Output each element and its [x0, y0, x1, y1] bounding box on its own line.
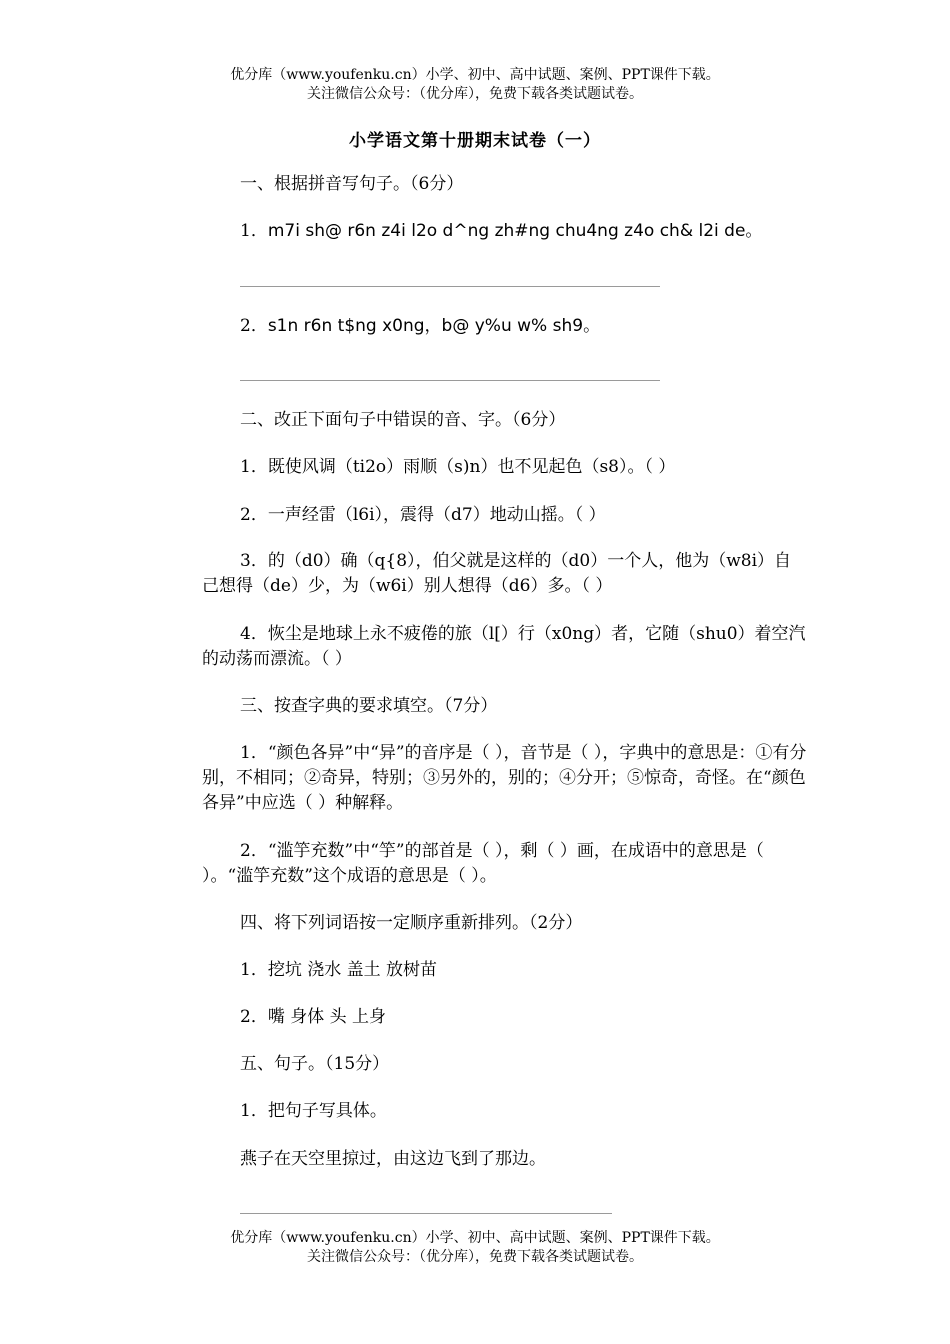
s2-question-4: 4．恢尘是地球上永不疲倦的旅（l[）行（x0ng）者，它随（shu0）着空汽的动荡而漂流。（ ） — [202, 624, 806, 669]
s2-question-2: 2．一声经雷（l6i），震得（d7）地动山摇。（ ） — [240, 505, 606, 525]
s5-sentence: 燕子在天空里掠过，由这边飞到了那边。 — [240, 1149, 546, 1169]
answer-line-1[interactable] — [240, 286, 660, 287]
s2-question-1: 1．既使风调（ti2o）雨顺（s)n）也不见起色（s8）。（ ） — [240, 457, 676, 477]
page-header — [0, 66, 950, 104]
footer-line-1: 优分库（www.youfenku.cn）小学、初中、高中试题、案例、PPT课件下载。 — [230, 1230, 720, 1246]
page-footer — [0, 1229, 950, 1267]
answer-line-2[interactable] — [240, 380, 660, 381]
header-line-2: 关注微信公众号：（优分库），免费下载各类试题试卷。 — [307, 86, 643, 102]
s4-question-2: 2．嘴 身体 头 上身 — [240, 1007, 387, 1027]
s1-question-2 — [202, 314, 808, 339]
s1-question-1 — [202, 219, 808, 244]
section-4-heading: 四、将下列词语按一定顺序重新排列。（2分） — [240, 913, 583, 933]
s1-q2-number: 2． — [240, 316, 268, 336]
s1-q2-end: 。 — [583, 316, 601, 336]
page-title: 小学语文第十册期末试卷（一） — [349, 131, 601, 151]
s4-question-1: 1．挖坑 浇水 盖土 放树苗 — [240, 960, 438, 980]
header-line-1: 优分库（www.youfenku.cn）小学、初中、高中试题、案例、PPT课件下载。 — [230, 67, 720, 83]
s3-question-1: 1．“颜色各异”中“异”的音序是（ ），音节是（ ），字典中的意思是：①有分别，不相同；②奇异，特别；③另外的，别的；④分开；⑤惊奇，奇怪。在“颜色各异”中应选（ ）种解释。 — [202, 743, 807, 813]
section-2-heading: 二、改正下面句子中错误的音、字。（6分） — [240, 410, 566, 430]
section-3-heading: 三、按查字典的要求填空。（7分） — [240, 696, 498, 716]
section-5-heading: 五、句子。（15分） — [240, 1054, 390, 1074]
s2-question-3: 3．的（d0）确（q{8），伯父就是这样的（d0）一个人，他为（w8i）自己想得（de）少，为（w6i）别人想得（d6）多。（ ） — [202, 551, 792, 596]
s1-q1-number: 1． — [240, 221, 268, 241]
s5-question-1: 1．把句子写具体。 — [240, 1101, 387, 1121]
s1-q1-end: 。 — [745, 221, 763, 241]
section-1-heading: 一、根据拼音写句子。（6分） — [240, 174, 464, 194]
s1-q1-pinyin: m7i sh@ r6n z4i l2o d^ng zh#ng chu4ng z4o ch& l2i de — [267, 221, 746, 241]
s1-q2-pinyin: s1n r6n t$ng x0ng，b@ y%u w% sh9 — [267, 316, 584, 336]
s3-question-2: 2．“滥竽充数”中“竽”的部首是（ ），剩（ ）画，在成语中的意思是（ ）。“滥竽充数”这个成语的意思是（ ）。 — [202, 841, 764, 886]
footer-line-2: 关注微信公众号：（优分库），免费下载各类试题试卷。 — [307, 1249, 643, 1265]
answer-line-3[interactable] — [240, 1213, 612, 1214]
